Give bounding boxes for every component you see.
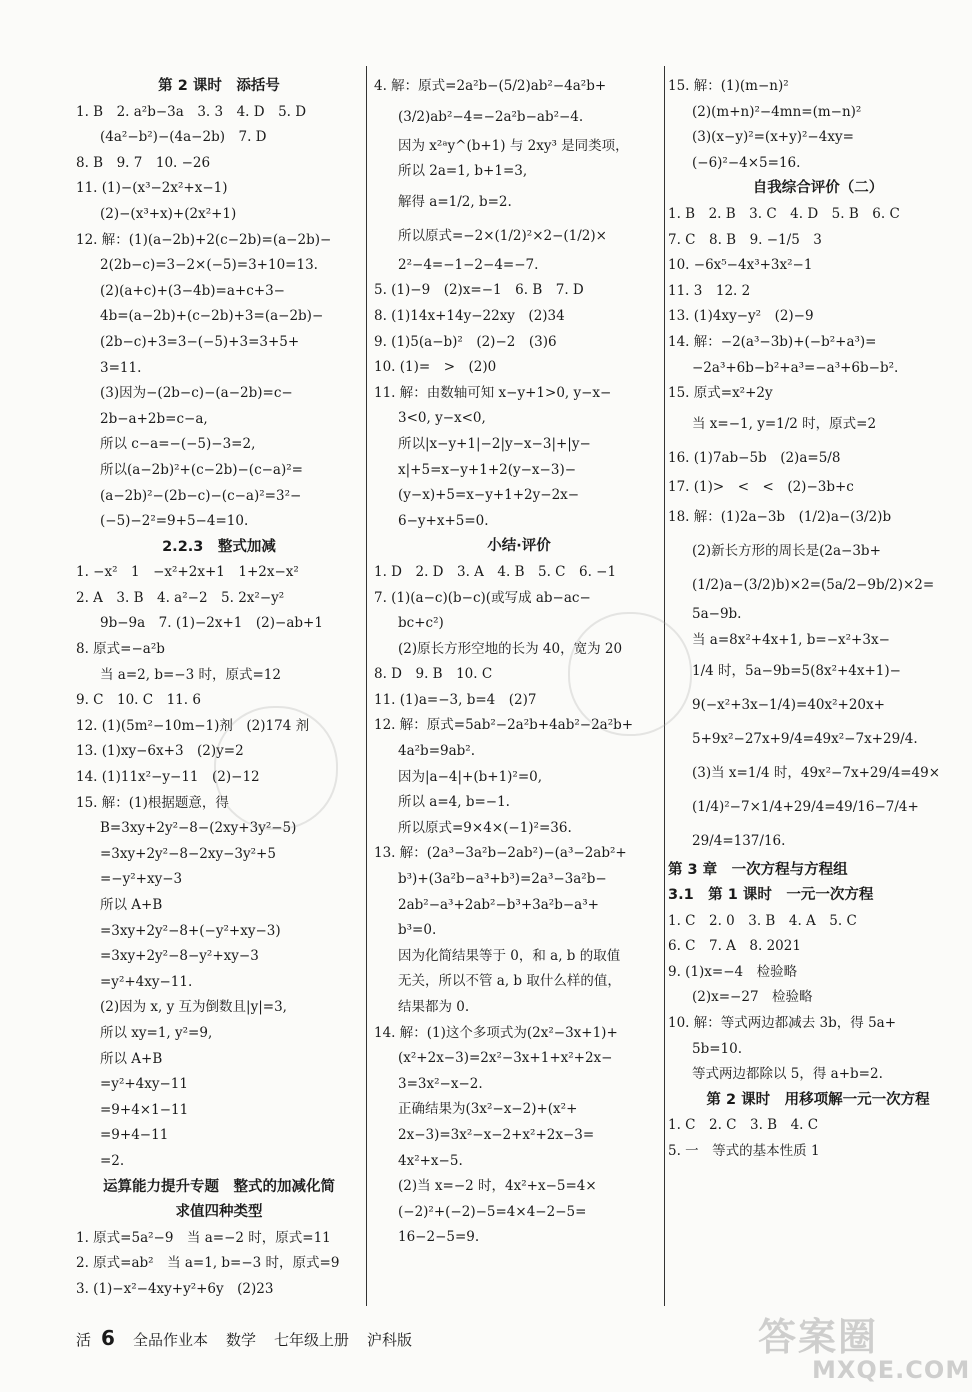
answer-line: 所以 A+B — [100, 1050, 163, 1067]
answer-line: 所以原式=−2×(1/2)²×2−(1/2)× — [398, 227, 607, 244]
answer-line: 11. 3 12. 2 — [668, 282, 751, 299]
answer-line: =y²+4xy−11 — [100, 1076, 188, 1093]
answer-line: 10. 解：等式两边都减去 3b，得 5a+ — [668, 1015, 897, 1032]
answer-line: (2)(a+c)+(3−4b)=a+c+3− — [100, 282, 285, 299]
answer-line: 因为 x²ᵃy^(b+1) 与 2xy³ 是同类项， — [398, 137, 629, 154]
answer-line: 9. C 10. C 11. 6 — [76, 692, 201, 709]
section-heading: 3.1 第 1 课时 一元一次方程 — [668, 887, 874, 904]
answer-line: 15. 解：(1)根据题意，得 — [76, 794, 229, 811]
answer-line: 1. D 2. D 3. A 4. B 5. C 6. −1 — [374, 563, 617, 580]
answer-line: 2. 原式=ab² 当 a=1, b=−3 时，原式=9 — [76, 1255, 340, 1272]
answer-line: 2. A 3. B 4. a²−2 5. 2x²−y² — [76, 589, 285, 606]
answer-line: (−2)²+(−2)−5=4×4−2−5= — [398, 1203, 587, 1220]
answer-line: b³=0. — [398, 922, 437, 939]
answer-line: 5. (1)−9 (2)x=−1 6. B 7. D — [374, 282, 584, 299]
answer-line: 2(2b−c)=3−2×(−5)=3+10=13. — [100, 257, 318, 274]
answer-line: 1. B 2. a²b−3a 3. 3 4. D 5. D — [76, 103, 307, 120]
section-heading: 2.2.3 整式加减 — [162, 538, 276, 555]
answer-line: (4a²−b²)−(4a−2b) 7. D — [100, 129, 267, 146]
answer-line: (2)(m+n)²−4mn=(m−n)² — [692, 103, 862, 120]
answer-line: 9. (1)5(a−b)² (2)−2 (3)6 — [374, 333, 557, 350]
answer-line: 6−y+x+5=0. — [398, 512, 489, 529]
answer-line: 当 x=−1, y=1/2 时，原式=2 — [692, 415, 877, 432]
subject: 数学 — [225, 1331, 256, 1349]
answer-line: (2)当 x=−2 时，4x²+x−5=4× — [398, 1178, 597, 1195]
section-heading: 第 2 课时 添括号 — [158, 78, 280, 94]
answer-line: 8. D 9. B 10. C — [374, 666, 493, 683]
section-heading: 自我综合评价（二） — [752, 180, 884, 197]
answer-line: 8. B 9. 7 10. −26 — [76, 154, 211, 171]
answer-line: 1. C 2. C 3. B 4. C — [668, 1117, 819, 1134]
answer-line: 9b−9a 7. (1)−2x+1 (2)−ab+1 — [100, 615, 323, 632]
answer-line: 12. (1)(5m²−10m−1)剂 (2)174 剂 — [76, 717, 310, 734]
answer-line: 10. (1)= > (2)0 — [374, 359, 497, 376]
answer-line: =2. — [100, 1152, 125, 1169]
answer-line: 11. (1)a=−3, b=4 (2)7 — [374, 691, 537, 708]
answer-line: 12. 解：(1)(a−2b)+2(c−2b)=(a−2b)− — [76, 231, 332, 248]
watermark-url: MXQE.COM — [812, 1356, 971, 1384]
answer-line: 4x²+x−5. — [398, 1152, 463, 1169]
answer-line: 1/4 时，5a−9b=5(8x²+4x+1)− — [692, 662, 901, 679]
answer-line: 9. (1)x=−4 检验略 — [668, 963, 798, 980]
book-title: 全品作业本 — [132, 1331, 208, 1349]
answer-line: 15. 原式=x²+2y — [668, 385, 773, 402]
answer-line: 所以 A+B — [100, 897, 163, 913]
answer-line: 3<0, y−x<0, — [398, 410, 486, 427]
answer-line: (2b−c)+3=3−(−5)+3=3+5+ — [100, 333, 300, 350]
edition: 沪科版 — [366, 1331, 412, 1349]
answer-column-3 — [668, 74, 968, 1165]
answer-line: 正确结果为(3x²−x−2)+(x²+ — [398, 1101, 578, 1118]
answer-line: 14. 解：(1)这个多项式为(2x²−3x+1)+ — [374, 1024, 618, 1041]
answer-line: 9(−x²+3x−1/4)=40x²+20x+ — [692, 696, 885, 713]
answer-line: (3)当 x=1/4 时，49x²−7x+29/4=49× — [692, 764, 941, 781]
answer-line: =3xy+2y²−8−2xy−3y²+5 — [100, 845, 276, 862]
answer-line: x|+5=x−y+1+2(y−x−3)− — [398, 461, 577, 478]
answer-line: 13. (1)xy−6x+3 (2)y=2 — [76, 743, 244, 760]
footer-prefix: 活 — [76, 1331, 92, 1349]
answer-line: 等式两边都除以 5，得 a+b=2. — [692, 1066, 883, 1083]
page-number: 6 — [101, 1326, 115, 1350]
section-heading: 求值四种类型 — [175, 1204, 263, 1221]
answer-line: 所以 2a=1, b+1=3, — [398, 163, 528, 180]
answer-line: (2)−(x³+x)+(2x²+1) — [100, 205, 237, 222]
answer-line: 10. −6x⁵−4x³+3x²−1 — [668, 257, 813, 274]
answer-line: (a−2b)²−(2b−c)−(c−a)²=3²− — [100, 487, 302, 504]
answer-line: =3xy+2y²−8+(−y²+xy−3) — [100, 922, 281, 939]
column-divider — [366, 66, 367, 1306]
answer-line: 8. 原式=−a²b — [76, 641, 165, 658]
answer-line: 3. (1)−x²−4xy+y²+6y (2)23 — [76, 1280, 274, 1297]
answer-line: (3/2)ab²−4=−2a²b−ab²−4. — [398, 108, 584, 125]
answer-line: (2)新长方形的周长是(2a−3b+ — [692, 543, 881, 560]
answer-line: 5. 一 等式的基本性质 1 — [668, 1143, 820, 1160]
answer-line: (1/2)a−(3/2)b)×2=(5a/2−9b/2)×2= — [692, 577, 935, 594]
section-heading: 第 3 章 一次方程与方程组 — [668, 861, 848, 878]
section-heading: 第 2 课时 用移项解一元一次方程 — [706, 1091, 930, 1108]
answer-line: (y−x)+5=x−y+1+2y−2x− — [398, 487, 580, 504]
answer-line: (2)因为 x, y 互为倒数且|y|=3, — [100, 999, 287, 1016]
answer-line: 16. (1)7ab−5b (2)a=5/8 — [668, 449, 841, 466]
answer-line: 3=3x²−x−2. — [398, 1075, 483, 1092]
answer-line: 所以 xy=1, y²=9, — [100, 1024, 213, 1041]
answer-line: 12. 解：原式=5ab²−2a²b+4ab²−2a²b+ — [374, 717, 634, 734]
answer-line: 4. 解：原式=2a²b−(5/2)ab²−4a²b+ — [374, 78, 607, 94]
answer-line: 所以|x−y+1|−2|y−x−3|+|y− — [398, 435, 591, 452]
answer-column-1 — [76, 74, 362, 1303]
answer-line: 7. (1)(a−c)(b−c)(或写成 ab−ac− — [374, 589, 591, 606]
answer-line: 2b−a+2b=c−a, — [100, 410, 208, 427]
answer-line: 11. (1)−(x³−2x²+x−1) — [76, 180, 228, 197]
answer-line: 所以原式=9×4×(−1)²=36. — [398, 819, 572, 836]
answer-line: 2²−4=−1−2−4=−7. — [398, 256, 539, 273]
answer-line: =9+4−11 — [100, 1127, 169, 1144]
answer-line: 14. (1)11x²−y−11 (2)−12 — [76, 769, 260, 786]
answer-line: 1. C 2. 0 3. B 4. A 5. C — [668, 912, 857, 929]
answer-line: 当 a=2, b=−3 时，原式=12 — [100, 666, 281, 683]
watermark-logo: 答案圈 — [758, 1315, 879, 1359]
answer-line: 6. C 7. A 8. 2021 — [668, 938, 801, 955]
answer-line: 5+9x²−27x+9/4=49x²−7x+29/4. — [692, 730, 918, 747]
answer-line: 14. 解：−2(a³−3b)+(−b²+a³)= — [668, 333, 877, 350]
answer-line: 4a²b=9ab². — [398, 743, 475, 760]
page-footer — [76, 1326, 412, 1350]
answer-line: 17. (1)> < < (2)−3b+c — [668, 478, 854, 495]
answer-line: 11. 解：由数轴可知 x−y+1>0, y−x− — [374, 384, 612, 401]
answer-line: 4b=(a−2b)+(c−2b)+3=(a−2b)− — [100, 308, 324, 325]
answer-line: =3xy+2y²−8−y²+xy−3 — [100, 948, 259, 965]
faint-stamp — [568, 612, 692, 736]
answer-line: 解得 a=1/2, b=2. — [398, 193, 512, 210]
answer-line: 5a−9b. — [692, 606, 742, 623]
answer-line: (−5)−2²=9+5−4=10. — [100, 513, 249, 530]
answer-line: 1. 原式=5a²−9 当 a=−2 时，原式=11 — [76, 1229, 331, 1246]
answer-line: 13. 解：(2a³−3a²b−2ab²)−(a³−2ab²+ — [374, 845, 627, 862]
section-heading: 运算能力提升专题 整式的加减化简 — [103, 1178, 335, 1195]
answer-line: 所以(a−2b)²+(c−2b)−(c−a)²= — [100, 461, 303, 478]
answer-line: =9+4×1−11 — [100, 1101, 189, 1118]
answer-line: 无关，所以不管 a, b 取什么样的值， — [398, 973, 621, 990]
answer-line: 18. 解：(1)2a−3b (1/2)a−(3/2)b — [668, 509, 892, 526]
answer-line: 2x−3)=3x²−x−2+x²+2x−3= — [398, 1126, 595, 1143]
answer-line: 1. −x² 1 −x²+2x+1 1+2x−x² — [76, 564, 299, 581]
answer-line: 13. (1)4xy−y² (2)−9 — [668, 308, 814, 325]
answer-line: 2ab²−a³+2ab²−b³+3a²b−a³+ — [398, 896, 599, 913]
answer-line: 3=11. — [100, 359, 142, 376]
answer-line: 16−2−5=9. — [398, 1229, 480, 1246]
answer-line: (3)(x−y)²=(x+y)²−4xy= — [692, 129, 854, 146]
answer-line: =−y²+xy−3 — [100, 871, 183, 888]
answer-line: 因为|a−4|+(b+1)²=0, — [398, 768, 543, 785]
answer-line: b³)+(3a²b−a³+b³)=2a³−3a²b− — [398, 871, 607, 888]
answer-line: 所以 c−a=−(−5)−3=2, — [100, 436, 256, 453]
answer-line: −2a³+6b−b²+a³=−a³+6b−b². — [692, 359, 899, 376]
answer-line: 所以 a=4, b=−1. — [398, 794, 510, 811]
answer-line: 因为化简结果等于 0，和 a, b 的取值 — [398, 947, 621, 964]
answer-line: =y²+4xy−11. — [100, 973, 193, 990]
answer-line: 8. (1)14x+14y−22xy (2)34 — [374, 307, 565, 324]
answer-line: (3)因为−(2b−c)−(a−2b)=c− — [100, 385, 293, 402]
answer-line: 15. 解：(1)(m−n)² — [668, 78, 789, 94]
answer-line: 5b=10. — [692, 1040, 743, 1057]
answer-line: 1. B 2. B 3. C 4. D 5. B 6. C — [668, 205, 900, 222]
answer-line: 29/4=137/16. — [692, 832, 786, 849]
answer-line: (x²+2x−3)=2x²−3x+1+x²+2x− — [398, 1050, 613, 1067]
faint-stamp — [214, 706, 338, 830]
answer-line: (2)原长方形空地的长为 40，宽为 20 — [398, 640, 623, 657]
section-heading: 小结·评价 — [487, 538, 551, 555]
answer-line: 结果都为 0. — [398, 999, 470, 1015]
answer-line: (1/4)²−7×1/4+29/4=49/16−7/4+ — [692, 798, 919, 815]
answer-line: 当 a=8x²+4x+1, b=−x²+3x− — [692, 631, 890, 648]
answer-line: (2)x=−27 检验略 — [692, 989, 813, 1006]
answer-line: 7. C 8. B 9. −1/5 3 — [668, 231, 822, 248]
answer-line: B=3xy+2y²−8−(2xy+3y²−5) — [100, 820, 297, 837]
answer-line: (−6)²−4×5=16. — [692, 154, 801, 171]
answer-line: bc+c²) — [398, 615, 444, 632]
grade: 七年级上册 — [273, 1331, 349, 1349]
